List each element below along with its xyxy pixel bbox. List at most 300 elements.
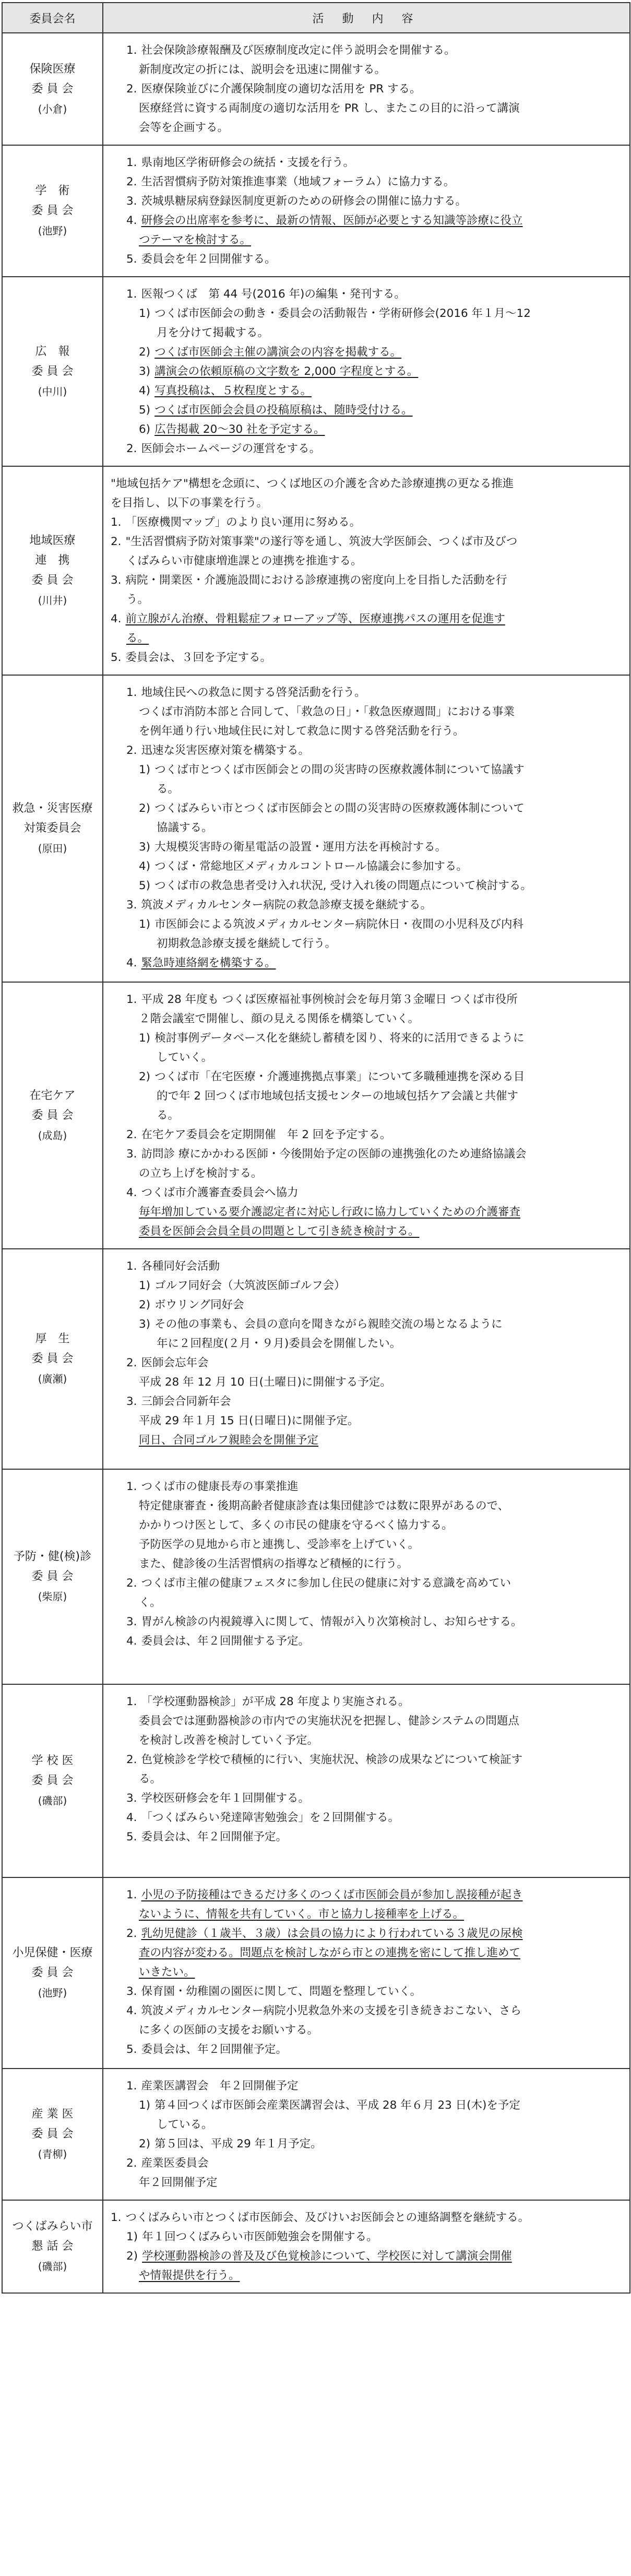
activity-line <box>111 837 620 857</box>
item-text: 検討事例データベース化を継続し蓄積を図り、将来的に活用できるように <box>154 1032 525 1045</box>
committee-name-line: 予防・健(検)診 <box>13 1550 92 1563</box>
activity-line <box>111 439 620 458</box>
activity-line <box>111 648 620 667</box>
activity-line <box>111 1164 620 1183</box>
item-text: 三師会合同新年会 <box>141 1395 231 1408</box>
item-text: 医報つくば 第 44 号(2016 年)の編集・発刊する。 <box>141 288 406 301</box>
committee-name-line: 小児保健・医療 <box>12 1946 93 1959</box>
item-marker: 4. <box>126 956 137 970</box>
item-text: る。 <box>126 632 149 645</box>
item-text: つくば市医師会会員の投稿原稿は、随時受付ける。 <box>154 404 413 417</box>
item-text: を目指し、以下の事業を行う。 <box>111 497 268 510</box>
activity-line <box>111 172 620 192</box>
activity-line <box>111 760 620 779</box>
item-text: つくば市介護審査委員会へ協力 <box>141 1186 299 1199</box>
item-marker: 1. <box>126 2079 137 2093</box>
activity-content <box>103 1249 630 1469</box>
item-text: を検討し改善を検討していく予定。 <box>139 1734 319 1747</box>
activity-line <box>111 551 620 571</box>
committee-row <box>2 277 630 466</box>
item-text: 第５回は、平成 29 年１月予定。 <box>154 2137 322 2150</box>
activity-line <box>111 1009 620 1029</box>
item-text: 平成 29 年１月 15 日(日曜日)に開催予定。 <box>139 1414 359 1427</box>
activity-line <box>111 1411 620 1431</box>
item-text: 委員を医師会会員全員の問題として引き続き検討する。 <box>139 1225 420 1238</box>
activity-line <box>111 342 620 362</box>
item-text: 委員会では運動器検診の市内での実施状況を把握し、健診システムの問題点 <box>139 1715 519 1728</box>
item-text: 医療保険並びに介護保険制度の適切な活用を PR する。 <box>141 82 421 96</box>
item-text: 保育園・幼稚園の園医に関して、問題を整理していく。 <box>141 1985 422 1998</box>
activity-line <box>111 1106 620 1125</box>
item-text: や情報提供を行う。 <box>139 2269 240 2282</box>
committee-name-line: 学 校 医 <box>31 1754 74 1767</box>
committee-chair: (成島) <box>38 1129 67 1142</box>
activity-line <box>111 1477 620 1496</box>
item-text: 社会保険診療報酬及び医療制度改定に伴う説明会を開催する。 <box>141 44 456 57</box>
committee-name-line: 委 員 会 <box>31 1774 74 1787</box>
item-text: 各種同好会活動 <box>141 1260 220 1273</box>
committee-name-line: 委 員 会 <box>31 2128 74 2141</box>
activity-line <box>111 493 620 513</box>
item-text: 筑波メディカルセンター病院の救急診療支援を継続する。 <box>141 899 432 912</box>
committee-name <box>2 1877 103 2069</box>
activity-line <box>111 1789 620 1808</box>
item-text: 訪問診 療にかかわる医師・今後開始予定の医師の連携強化のため連絡協議会 <box>141 1148 527 1161</box>
item-marker: 3. <box>126 899 137 912</box>
item-text: 第４回つくば市医師会産業医講習会は、平成 28 年６月 23 日(木)を予定 <box>154 2099 520 2112</box>
committee-name <box>2 675 103 982</box>
item-marker: 4. <box>126 1811 137 1824</box>
item-text: 県南地区学術研修会の統括・支援を行う。 <box>141 156 355 169</box>
activity-line <box>111 1222 620 1241</box>
activity-line <box>111 1885 620 1905</box>
item-marker: 4. <box>111 612 122 625</box>
item-text: 産業医講習会 年２回開催予定 <box>141 2079 299 2093</box>
committee-chair: (磯部) <box>38 1794 67 1807</box>
item-marker: 1. <box>126 1695 137 1708</box>
item-text: 平成 28 年度も つくば医療福祉事例検討会を毎月第３金曜日 つくば市役所 <box>141 993 518 1006</box>
activity-line <box>111 1827 620 1847</box>
committee-row <box>2 2069 630 2200</box>
item-text: 医師会忘年会 <box>141 1356 209 1369</box>
item-text: 茨城県糖尿病登録医制度更新のための研修会の開催に協力する。 <box>141 195 467 208</box>
activity-content <box>103 1469 630 1684</box>
item-marker: 2) <box>139 1298 151 1311</box>
activity-line <box>111 683 620 702</box>
activity-line <box>111 1943 620 1963</box>
item-text: "生活習慣病予防対策事業"の遂行等を通し、筑波大学医師会、つくば市及びつ <box>125 535 518 548</box>
activity-content <box>103 675 630 982</box>
item-marker: 4. <box>126 2004 137 2017</box>
item-text: る。 <box>157 1109 180 1122</box>
item-text: つくば・常総地区メディカルコントロール協議会に参加する。 <box>154 860 468 873</box>
item-text: 乳幼児健診（１歳半、３歳）は会員の協力により行われている３歳児の尿検 <box>141 1927 523 1940</box>
committee-name-line: つくばみらい市 <box>12 2220 93 2233</box>
activity-header: 活 動 内 容 <box>103 3 630 33</box>
item-text: く。 <box>139 1596 161 1609</box>
committee-row <box>2 145 630 277</box>
item-marker: 2. <box>126 1128 137 1141</box>
activity-line <box>111 192 620 211</box>
activity-line <box>111 1048 620 1067</box>
committee-chair: (池野) <box>38 1987 67 1999</box>
item-text: 毎年増加している要介護認定者に対応し行政に協力していくための介護審査 <box>139 1206 521 1219</box>
item-text: つくば市医師会の動き・委員会の活動報告・学術研修会(2016 年１月～12 <box>154 307 531 320</box>
activity-line <box>111 1750 620 1769</box>
committee-chair: (原田) <box>38 842 67 855</box>
item-text: ２階会議室で開催し、顔の見える関係を構築していく。 <box>139 1012 420 1025</box>
item-marker: 1. <box>126 1260 137 1273</box>
activity-line <box>111 1144 620 1164</box>
activity-line <box>111 99 620 118</box>
activity-line <box>111 1692 620 1711</box>
item-marker: 2. <box>126 175 137 188</box>
committee-name-line: 委 員 会 <box>31 364 74 378</box>
item-text: 委員会は、年２回開催予定。 <box>141 2043 288 2056</box>
item-text: つくば市「在宅医療・介護連携拠点事業」について多職種連携を深める目 <box>154 1070 525 1083</box>
committee-row <box>2 1877 630 2069</box>
item-marker: 1. <box>111 2211 122 2224</box>
activity-line <box>111 2208 620 2227</box>
item-text: つくば市とつくば市医師会との間の災害時の医療救護体制について協議す <box>154 763 525 776</box>
activity-line <box>111 779 620 799</box>
committee-name <box>2 1684 103 1877</box>
committee-name-line: 委 員 会 <box>31 1570 74 1583</box>
item-marker: 1) <box>139 307 151 320</box>
committee-name-line: 厚 生 <box>35 1332 70 1345</box>
item-text: 予防医学の見地から市と連携し、受診率を上げていく。 <box>139 1538 420 1551</box>
committee-name <box>2 466 103 675</box>
item-text: 緊急時連絡網を構築する。 <box>141 956 276 970</box>
committee-chair: (廣瀬) <box>38 1373 67 1385</box>
activity-line <box>111 1963 620 1982</box>
item-marker: 4. <box>126 1635 137 1648</box>
item-marker: 1) <box>139 763 151 776</box>
activity-line <box>111 1202 620 1222</box>
activity-line <box>111 2001 620 2020</box>
activity-line <box>111 285 620 304</box>
item-text: いきたい。 <box>139 1966 195 1979</box>
item-text: 年１回つくばみらい市医師勉強会を開催する。 <box>142 2230 378 2243</box>
item-text: している。 <box>157 2118 213 2131</box>
item-marker: 2. <box>126 1753 137 1766</box>
committee-name-line: 連 携 <box>35 554 70 567</box>
activity-line <box>111 799 620 818</box>
item-text: ゴルフ同好会（大筑波医師ゴルフ会） <box>154 1279 346 1292</box>
activity-line <box>111 876 620 895</box>
item-text: つくば市主催の健康フェスタに参加し住民の健康に対する意識を高めてい <box>141 1577 511 1590</box>
item-marker: 5. <box>126 1830 137 1844</box>
item-marker: 1) <box>126 2230 138 2243</box>
activity-content <box>103 1877 630 2069</box>
item-marker: 5) <box>139 404 151 417</box>
activity-line <box>111 60 620 79</box>
activity-content <box>103 33 630 145</box>
item-text: 「学校運動器検診」が平成 28 年度より実施される。 <box>141 1695 410 1708</box>
activity-line <box>111 1554 620 1574</box>
item-text: 写真投稿は、５枚程度とする。 <box>154 384 312 397</box>
item-text: 年に２回程度(２月・９月)委員会を開催したい。 <box>157 1337 401 1350</box>
activity-line <box>111 629 620 648</box>
activity-line <box>111 1431 620 1450</box>
committee-name-line: 在宅ケア <box>29 1089 76 1102</box>
activity-line <box>111 609 620 629</box>
item-text: 委員会は、年２回開催する予定。 <box>141 1635 310 1648</box>
item-text: 学校運動器検診の普及及び色覚検診について、学校医に対して講演会開催 <box>142 2250 512 2263</box>
item-marker: 3. <box>126 1792 137 1805</box>
activity-line <box>111 2076 620 2096</box>
activity-line <box>111 722 620 741</box>
item-text: 査の内容が変わる。問題点を検討しながら市との連携を密にして推し進めて <box>139 1946 521 1959</box>
activity-line <box>111 2096 620 2115</box>
committee-name-line: 委 員 会 <box>31 1966 74 1979</box>
item-text: 講演会の依頼原稿の文字数を 2,000 字程度とする。 <box>154 365 419 378</box>
item-text: 地域住民への救急に関する啓発活動を行う。 <box>141 686 366 699</box>
activity-line <box>111 323 620 342</box>
item-text: 医師会ホームページの運営をする。 <box>141 442 321 455</box>
activity-line <box>111 118 620 137</box>
activity-line <box>111 1612 620 1632</box>
activity-line <box>111 2154 620 2173</box>
item-marker: 3) <box>139 365 151 378</box>
activity-table <box>2 2 630 2294</box>
item-text: 小児の予防接種はできるだけ多くのつくば市医師会員が参加し誤接種が起き <box>141 1888 523 1901</box>
committee-name-line: 学 術 <box>35 184 70 197</box>
item-marker: 2) <box>139 1070 151 1083</box>
activity-line <box>111 230 620 250</box>
item-marker: 2) <box>126 2250 138 2263</box>
item-text: つくば市の健康長寿の事業推進 <box>141 1480 299 1493</box>
item-text: "地域包括ケア"構想を念頭に、つくば地区の介護を含めた診療連携の更なる推進 <box>111 477 514 490</box>
item-marker: 2. <box>126 442 137 455</box>
item-text: かかりつけ医として、多くの市民の健康を守るべく協力する。 <box>139 1519 453 1532</box>
activity-line <box>111 1295 620 1315</box>
committee-chair: (池野) <box>38 224 67 237</box>
activity-line <box>111 1067 620 1086</box>
committee-name-line: 懇 話 会 <box>31 2240 74 2253</box>
activity-content <box>103 2069 630 2200</box>
activity-line <box>111 1315 620 1334</box>
activity-line <box>111 1535 620 1554</box>
item-marker: 1) <box>139 918 151 931</box>
item-text: 市医師会による筑波メディカルセンター病院休日・夜間の小児科及び内科 <box>154 918 524 931</box>
activity-line <box>111 420 620 439</box>
item-marker: 2) <box>139 346 151 359</box>
item-marker: 1. <box>126 993 137 1006</box>
activity-line <box>111 857 620 876</box>
activity-line <box>111 1353 620 1373</box>
activity-line <box>111 362 620 381</box>
activity-line <box>111 79 620 99</box>
item-marker: 3. <box>126 1395 137 1408</box>
activity-content <box>103 982 630 1249</box>
committee-name <box>2 1469 103 1684</box>
item-marker: 4) <box>139 384 151 397</box>
activity-line <box>111 2173 620 2192</box>
item-text: 広告掲載 20～30 社を予定する。 <box>154 423 325 436</box>
item-marker: 3. <box>126 1615 137 1628</box>
item-text: 特定健康審査・後期高齢者健康診査は集団健診では数に限界があるので、 <box>139 1499 509 1512</box>
committee-name <box>2 2200 103 2293</box>
committee-chair: (中川) <box>38 385 67 398</box>
committee-name-line: 産 業 医 <box>31 2108 74 2121</box>
activity-line <box>111 895 620 915</box>
item-marker: 5. <box>111 651 122 664</box>
activity-line <box>111 381 620 400</box>
item-text: 「医療機関マップ」のより良い運用に努める。 <box>125 516 361 529</box>
activity-line <box>111 304 620 323</box>
activity-line <box>111 2020 620 2040</box>
activity-line <box>111 474 620 493</box>
activity-line <box>111 818 620 837</box>
item-marker: 1) <box>139 2099 151 2112</box>
item-marker: 1. <box>126 288 137 301</box>
committee-name-line: 委 員 会 <box>31 204 74 217</box>
item-marker: 5. <box>126 253 137 266</box>
item-marker: 3) <box>139 1318 151 1331</box>
committee-name <box>2 2069 103 2200</box>
committee-row <box>2 466 630 675</box>
item-text: つくば市の救急患者受け入れ状況, 受け入れ後の問題点について検討する。 <box>154 879 532 892</box>
item-marker: 2. <box>126 744 137 757</box>
item-text: 同日、合同ゴルフ親睦会を開催予定 <box>139 1434 319 1447</box>
item-text: 研修会の出席率を参考に、最新の情報、医師が必要とする知識等診療に役立 <box>141 214 523 227</box>
item-marker: 2) <box>139 802 151 815</box>
activity-line <box>111 1125 620 1144</box>
item-text: 筑波メディカルセンター病院小児救急外来の支援を引き続きおこない、さら <box>141 2004 521 2017</box>
activity-content <box>103 277 630 466</box>
item-text: また、健診後の生活習慣病の指導など積極的に行う。 <box>139 1557 409 1570</box>
item-text: る。 <box>157 783 180 796</box>
committee-row <box>2 1249 630 1469</box>
item-text: 「つくばみらい発達障害勉強会」を２回開催する。 <box>141 1811 400 1824</box>
item-marker: 1. <box>126 686 137 699</box>
committee-row <box>2 1684 630 1877</box>
activity-line <box>111 1593 620 1612</box>
committee-row <box>2 2200 630 2293</box>
committee-name <box>2 33 103 145</box>
item-marker: 4. <box>126 214 137 227</box>
item-marker: 4) <box>139 860 151 873</box>
committee-name <box>2 145 103 277</box>
committee-name-line: 委 員 会 <box>31 82 74 96</box>
activity-line <box>111 1183 620 1202</box>
item-text: していく。 <box>157 1051 213 1064</box>
committee-chair: (川井) <box>38 594 67 607</box>
activity-line <box>111 1769 620 1789</box>
item-text: 新制度改定の折には、説明会を迅速に開催する。 <box>139 63 386 76</box>
item-marker: 1. <box>126 1480 137 1493</box>
activity-content <box>103 2200 630 2293</box>
item-text: 前立腺がん治療、骨粗鬆症フォローアップ等、医療連携パスの運用を促進す <box>125 612 505 625</box>
activity-line <box>111 2266 620 2285</box>
item-text: ボウリング同好会 <box>154 1298 244 1311</box>
activity-line <box>111 1029 620 1048</box>
activity-line <box>111 1516 620 1535</box>
activity-line <box>111 153 620 172</box>
committee-chair: (青柳) <box>38 2148 67 2160</box>
item-marker: 2. <box>126 82 137 96</box>
item-marker: 3. <box>111 574 122 587</box>
item-text: 色覚検診を学校で積極的に行い、実施状況、検診の成果などについて検証す <box>141 1753 523 1766</box>
item-text: 平成 28 年 12 月 10 日(土曜日)に開催する予定。 <box>139 1376 391 1389</box>
item-text: 委員会を年２回開催する。 <box>141 253 276 266</box>
activity-line <box>111 702 620 722</box>
committee-name-line: 委 員 会 <box>31 1108 74 1122</box>
committee-name <box>2 1249 103 1469</box>
header-row <box>2 3 630 33</box>
item-marker: 1. <box>126 1888 137 1901</box>
committee-row <box>2 982 630 1249</box>
item-marker: 2. <box>126 2157 137 2170</box>
committee-row <box>2 675 630 982</box>
item-text: 病院・開業医・介護施設間における診療連携の密度向上を目指した活動を行 <box>125 574 507 587</box>
committee-name-line: 救急・災害医療 <box>12 802 93 815</box>
activity-line <box>111 1632 620 1651</box>
activity-line <box>111 1808 620 1827</box>
activity-line <box>111 1257 620 1276</box>
item-text: 委員会は、３回を予定する。 <box>125 651 272 664</box>
activity-line <box>111 741 620 760</box>
activity-line <box>111 1334 620 1353</box>
committee-row <box>2 1469 630 1684</box>
activity-line <box>111 915 620 934</box>
item-text: を例年通り行い地域住民に対して救急に関する啓発活動を行う。 <box>139 725 465 738</box>
item-marker: 3. <box>126 1985 137 1998</box>
activity-line <box>111 2115 620 2134</box>
committee-name-line: 広 報 <box>35 345 70 358</box>
item-text: 医療経営に資する両制度の適切な活用を PR し、またこの目的に沿って講演 <box>139 102 520 115</box>
committee-name-line: 保険医療 <box>29 62 76 76</box>
item-marker: 6) <box>139 423 151 436</box>
activity-content <box>103 466 630 675</box>
item-text: くばみらい市健康増進課との連携を推進する。 <box>126 554 362 568</box>
item-marker: 1. <box>126 44 137 57</box>
item-marker: 2. <box>111 535 122 548</box>
activity-line <box>111 250 620 269</box>
activity-line <box>111 1392 620 1411</box>
item-text: 年２回開催予定 <box>139 2176 218 2189</box>
item-marker: 1. <box>111 516 122 529</box>
activity-line <box>111 1905 620 1924</box>
activity-line <box>111 1373 620 1392</box>
item-marker: 2. <box>126 1356 137 1369</box>
activity-line <box>111 532 620 551</box>
activity-line <box>111 1574 620 1593</box>
activity-line <box>111 934 620 953</box>
item-text: 学校医研修会を年１回開催する。 <box>141 1792 310 1805</box>
committee-name <box>2 277 103 466</box>
activity-line <box>111 1924 620 1943</box>
activity-line <box>111 953 620 973</box>
item-marker: 1) <box>139 1279 151 1292</box>
item-text: 大規模災害時の衛星電話の設置・運用方法を再検討する。 <box>154 841 447 854</box>
item-text: の立ち上げを検討する。 <box>139 1167 263 1180</box>
activity-content <box>103 145 630 277</box>
activity-line <box>111 1276 620 1295</box>
item-text: その他の事業も、会員の意向を聞きながら親睦交流の場となるように <box>154 1318 503 1331</box>
item-text: 的で年 2 回つくば市地域包括支援センターの地域包括ケア会議と共催す <box>157 1090 518 1103</box>
item-text: つくばみらい市とつくば市医師会との間の災害時の医療救護体制について <box>154 802 525 815</box>
item-marker: 5. <box>126 2043 137 2056</box>
item-text: 会等を企画する。 <box>139 121 229 134</box>
committee-chair: (柴原) <box>38 1590 67 1603</box>
item-text: 月を分けて掲載する。 <box>157 326 269 339</box>
item-marker: 3. <box>126 195 137 208</box>
activity-line <box>111 571 620 590</box>
activity-line <box>111 2134 620 2154</box>
item-text: ないように、情報を共有していく。市と協力し接種率を上げる。 <box>139 1908 465 1921</box>
